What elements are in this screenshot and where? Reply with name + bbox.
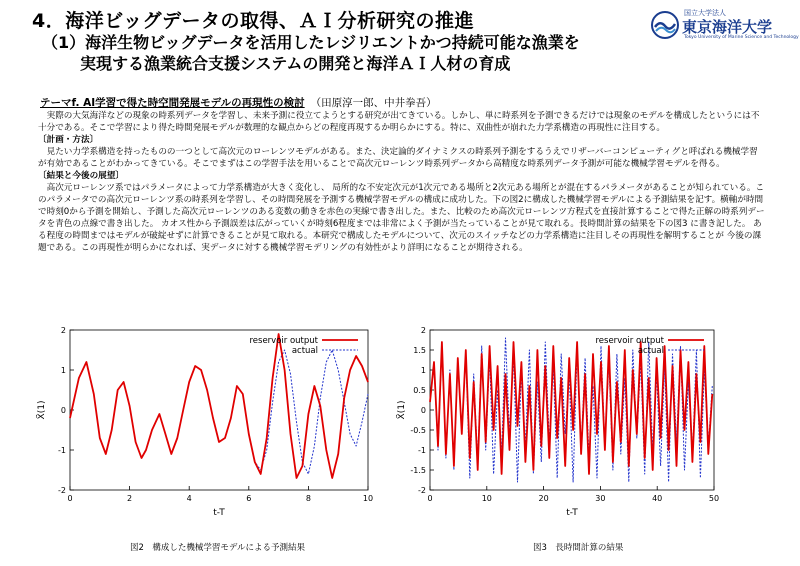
x-tick-label: 8: [305, 494, 311, 503]
legend-label: reservoir output: [249, 336, 318, 346]
project-title-line1: （1）海洋生物ビッグデータを活用したレジリエントかつ持続可能な漁業を: [42, 33, 580, 52]
legend-label: actual: [637, 346, 664, 356]
y-tick-label: 2: [60, 326, 66, 335]
y-tick-label: 0: [420, 406, 426, 415]
legend-label: actual: [291, 346, 318, 356]
y-tick-label: -2: [418, 486, 426, 495]
topic-authors: （田原淳一郎、中井拳吾）: [310, 97, 437, 109]
body-text: [38, 110, 766, 254]
series-line-reservoir-output: [70, 334, 368, 478]
x-axis-label: t-T: [213, 508, 225, 518]
section-title: 4．海洋ビッグデータの取得、ＡＩ分析研究の推進: [32, 10, 474, 32]
y-tick-label: 1: [60, 366, 66, 375]
logo-university-name: 東京海洋大学: [682, 18, 773, 36]
x-tick-label: 2: [127, 494, 133, 503]
logo-emblem-icon: [650, 10, 680, 40]
plan-method-heading: 〔計画・方法〕: [38, 135, 99, 145]
logo-corporation-label: 国立大学法人: [684, 9, 726, 17]
y-tick-label: 0.5: [413, 386, 426, 395]
y-tick-label: -2: [58, 486, 66, 495]
results-paragraph: 高次元ローレンツ系ではパラメータによって力学系構造が大きく変化し、 局所的な不安定次元が1次元である場所と2次元ある場所とが混在するパラメータがあることが知られている。このパラメータでの高次元ローレンツ系の時系列を学習し、その時間発展を予測する機械学習モデルの構成に成功した。下の図2に構成した機械学習モデルによる予測結果を記す。横軸が時間で時刻0から予測を開始し、予測した高次元ローレンツのある変数の動きを赤色の実線で書き出した。また、比較のため高次元ローレンツ方程式を直接計算することで得た正解の時系列データを青色の点線で書き出した。 カオス性から予測誤差は広がっていくが時刻6程度までは非常によく予測が当たっていることが見て取れる。長時間計算の結果を下の図3 に書き記した。 ある程度の時間まではモデルが破綻せずに計算できることが見て取れる。本研究で構成したモデルについて、次元のスイッチなどの力学系構造に注目しその再現性を解明することが 今後の課題である。この再現性が明らかになれば、実データに対する機械学習モデリングの有効性がより詳明になることが期待される。: [38, 183, 765, 253]
figure3-caption: 図3 長時間計算の結果: [533, 543, 624, 553]
y-tick-label: 2: [420, 326, 426, 335]
y-tick-label: -0.5: [410, 426, 426, 435]
figure2-chart: [30, 318, 380, 528]
series-line-reservoir-output: [430, 342, 712, 474]
x-tick-label: 0: [427, 494, 433, 503]
y-axis-label: X̃(1): [397, 400, 407, 420]
x-tick-label: 0: [67, 494, 73, 503]
y-tick-label: -1: [58, 446, 66, 455]
y-tick-label: 1: [420, 366, 426, 375]
figure2-caption: 図2 構成した機械学習モデルによる予測結果: [130, 543, 305, 553]
x-tick-label: 6: [246, 494, 252, 503]
x-tick-label: 50: [708, 494, 720, 503]
results-heading: 〔結果と今後の展望〕: [38, 171, 124, 181]
figure3-chart: [388, 318, 738, 528]
y-tick-label: -1: [418, 446, 426, 455]
topic-title: テーマf. AI学習で得た時空間発展モデルの再現性の検討: [40, 97, 305, 109]
university-logo: [650, 8, 799, 42]
x-tick-label: 10: [481, 494, 492, 503]
y-tick-label: -1.5: [410, 466, 426, 475]
x-tick-label: 20: [538, 494, 549, 503]
intro-paragraph: 実際の大気海洋などの現象の時系列データを学習し、未来予測に役立てようとする研究が出てきている。しかし、単に時系列を予測できるだけでは現象のモデルを構成したというには不十分である。そこで学習により得た時間発展モデルが数理的な観点からどの程度再現するか明らかにする。特に、双曲性が崩れた力学系構造の再現性に注目する。: [38, 111, 760, 133]
project-title-line2: 実現する漁業統合支援システムの開発と海洋ＡＩ人材の育成: [80, 54, 511, 73]
topic-heading: [40, 95, 437, 110]
x-tick-label: 10: [362, 494, 374, 503]
logo-english-name: Tokyo University of Marine Science and Technology: [684, 35, 799, 40]
x-tick-label: 30: [595, 494, 606, 503]
x-tick-label: 4: [186, 494, 192, 503]
y-axis-label: X̃(1): [37, 400, 47, 420]
y-tick-label: 0: [60, 406, 66, 415]
x-tick-label: 40: [652, 494, 663, 503]
x-axis-label: t-T: [566, 508, 578, 518]
y-tick-label: 1.5: [413, 346, 426, 355]
plan-method-paragraph: 見たい力学系構造を持ったものの一つとして高次元のローレンツモデルがある。また、決定論的ダイナミクスの時系列予測をするうえでリザーバーコンピューティグと呼ばれる機械学習が有効であることがわかってきている。そこでまずはこの学習手法を用いることで高次元ローレンツ時系列データから高精度な時系列データ予測が可能な機械学習モデルを得る。: [38, 147, 758, 169]
legend-label: reservoir output: [595, 336, 664, 346]
